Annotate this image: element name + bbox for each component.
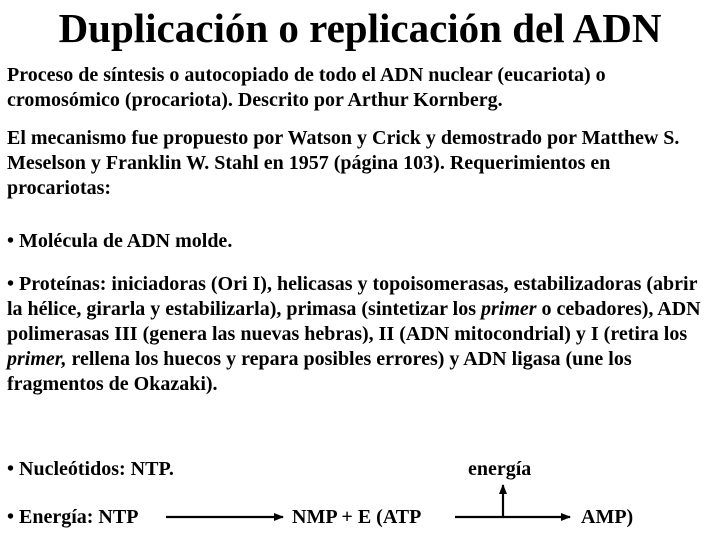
reaction-amp: AMP) bbox=[581, 506, 634, 528]
page-title: Duplicación o replicación del ADN bbox=[58, 5, 662, 51]
reaction-products: NMP + E (ATP bbox=[292, 506, 422, 528]
energia-label: energía bbox=[468, 458, 532, 480]
bullet-energia: • Energía: NTP bbox=[7, 506, 139, 528]
proteinas-text-3: rellena los huecos y repara posibles errores) y ADN ligasa (une los fragmentos de Okazaki). bbox=[7, 348, 632, 395]
bullet-adn-molde: • Molécula de ADN molde. bbox=[7, 230, 233, 252]
bullet-proteinas bbox=[7, 272, 717, 397]
proteinas-text-2: o cebadores), ADN polimerasas III (genera las nuevas hebras), II (ADN mitocondrial) y I (retira los bbox=[7, 298, 701, 345]
paragraph-mechanism: El mecanismo fue propuesto por Watson y Crick y demostrado por Matthew S. Meselson y Franklin W. Stahl en 1957 (página 103). Requerimientos en procariotas: bbox=[7, 127, 680, 199]
primer-term-1: primer bbox=[480, 298, 537, 320]
bullet-nucleotidos: • Nucleótidos: NTP. bbox=[7, 458, 174, 480]
proteinas-text-1: • Proteínas: iniciadoras (Ori I), helicasas y topoisomerasas, estabilizadoras (abrir la hélice, girarla y estabilizarla), primasa (sintetizar los bbox=[7, 273, 698, 320]
primer-term-2: primer, bbox=[7, 348, 67, 370]
paragraph-definition: Proceso de síntesis o autocopiado de todo el ADN nuclear (eucariota) o cromosómico (procariota). Descrito por Arthur Kornberg. bbox=[7, 64, 606, 111]
